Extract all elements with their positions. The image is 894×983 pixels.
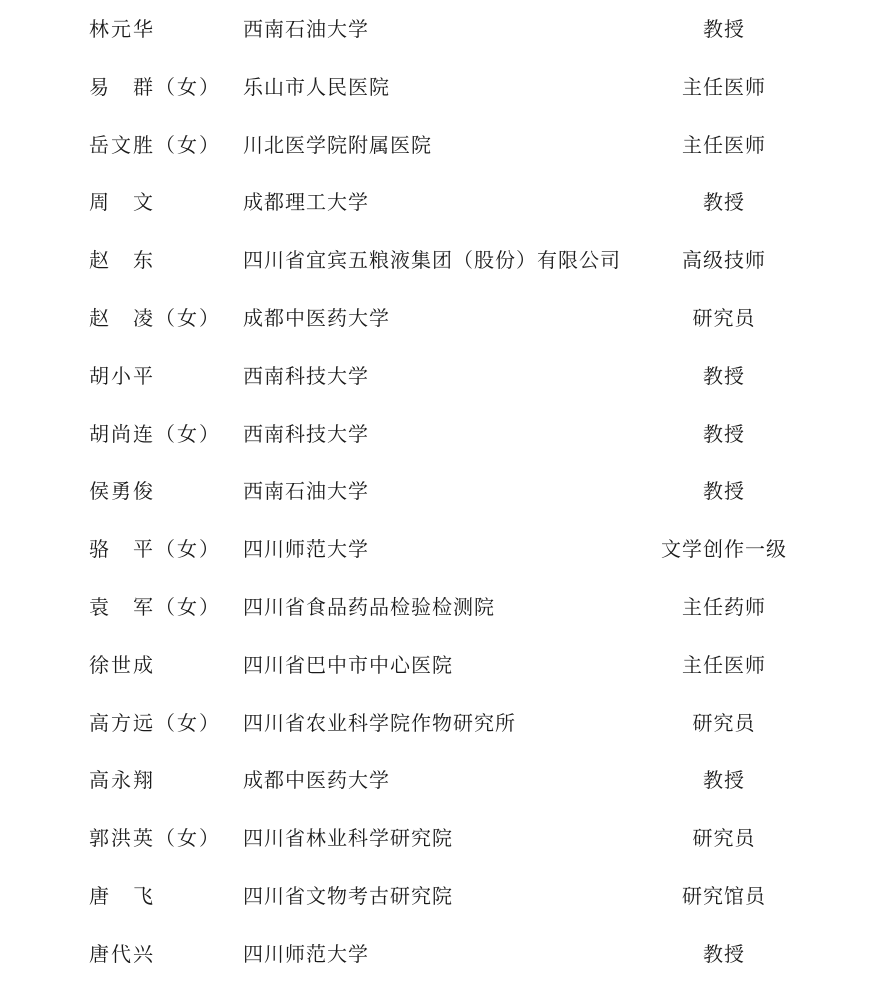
professional-title: 教授 [703,363,745,388]
organization: 四川师范大学 [243,537,369,562]
professional-title: 教授 [703,17,745,41]
professional-title: 主任医师 [682,74,766,99]
professional-title: 教授 [703,768,745,793]
professional-title: 主任药师 [682,594,766,619]
person-name: 赵 东 [89,248,155,273]
person-name: 徐世成 [89,652,155,677]
list-row [0,578,894,636]
organization: 成都中医药大学 [243,768,390,793]
list-row [0,231,894,289]
person-name: 赵 凌（女） [89,305,221,330]
list-row [0,58,894,116]
person-name: 胡小平 [89,363,155,388]
list-row [0,751,894,809]
organization: 乐山市人民医院 [243,74,390,99]
professional-title: 教授 [703,479,745,504]
organization: 川北医学院附属医院 [243,132,432,157]
organization: 西南科技大学 [243,421,369,446]
person-name: 唐代兴 [89,941,155,966]
person-name: 骆 平（女） [89,537,221,562]
list-row [0,520,894,578]
professional-title: 主任医师 [682,652,766,677]
person-name: 侯勇俊 [89,479,155,504]
person-name: 高方远（女） [89,710,221,735]
organization: 四川省巴中市中心医院 [243,652,453,677]
organization: 四川师范大学 [243,941,369,966]
person-name: 林元华 [89,17,155,41]
organization: 四川省食品药品检验检测院 [243,594,495,619]
organization: 西南石油大学 [243,17,369,41]
list-row [0,809,894,867]
organization: 四川省林业科学研究院 [243,826,453,851]
organization: 四川省宜宾五粮液集团（股份）有限公司 [243,248,621,273]
professional-title: 研究员 [692,826,756,851]
professional-title: 教授 [703,941,745,966]
professional-title: 主任医师 [682,132,766,157]
list-row [0,0,894,58]
professional-title: 研究员 [692,710,756,735]
organization: 成都理工大学 [243,190,369,215]
list-row [0,347,894,405]
list-row [0,462,894,520]
organization: 西南科技大学 [243,363,369,388]
person-name: 易 群（女） [89,74,221,99]
list-row [0,694,894,752]
person-name: 岳文胜（女） [89,132,221,157]
professional-title: 高级技师 [682,248,766,273]
professional-title: 研究馆员 [682,883,766,908]
list-row [0,867,894,925]
person-name: 唐 飞 [89,883,155,908]
organization: 西南石油大学 [243,479,369,504]
professional-title: 教授 [703,190,745,215]
person-name: 郭洪英（女） [89,826,221,851]
list-row [0,289,894,347]
organization: 四川省农业科学院作物研究所 [243,710,516,735]
person-name: 高永翔 [89,768,155,793]
organization: 成都中医药大学 [243,305,390,330]
list-row [0,636,894,694]
organization: 四川省文物考古研究院 [243,883,453,908]
list-row [0,925,894,983]
person-name: 胡尚连（女） [89,421,221,446]
professional-title: 教授 [703,421,745,446]
list-row [0,173,894,231]
list-row [0,405,894,463]
list-row [0,116,894,174]
person-name: 袁 军（女） [89,594,221,619]
professional-title: 研究员 [692,305,756,330]
professional-title: 文学创作一级 [661,537,787,562]
person-name: 周 文 [89,190,155,215]
